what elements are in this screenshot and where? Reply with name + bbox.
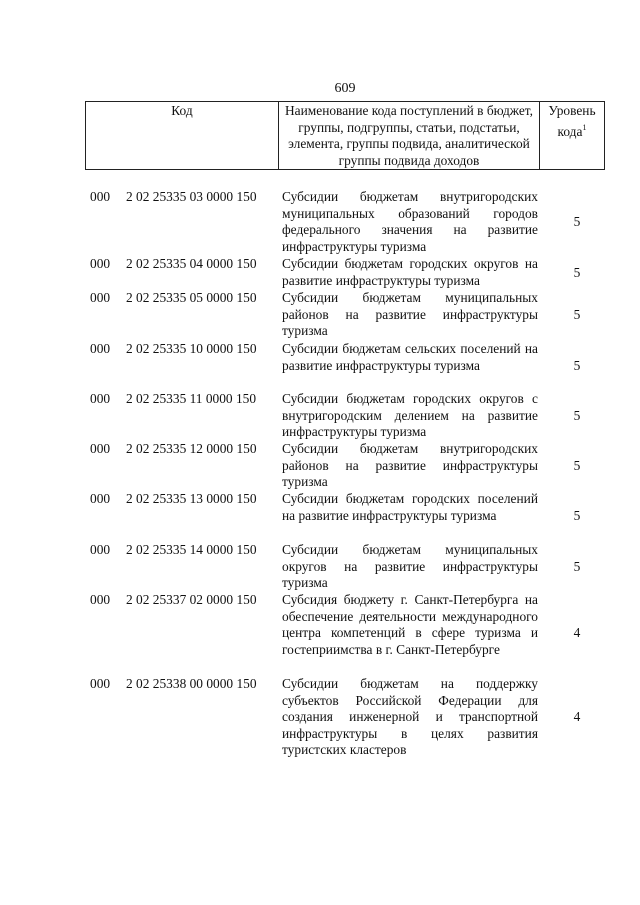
row-name: Субсидия бюджету г. Санкт-Петербурга на обеспечение деятельности международного центра компетенций в сфере туризма и гостеприимства в г. Санкт-Петербурге xyxy=(282,592,538,657)
row-name: Субсидии бюджетам городских округов с внутригородским делением на развитие инфраструктуры туризма xyxy=(282,391,538,439)
row-code: 2 02 25335 12 0000 150 xyxy=(126,441,257,456)
row-name: Субсидии бюджетам внутригородских районов на развитие инфраструктуры туризма xyxy=(282,441,538,489)
header-code-cell xyxy=(86,102,279,170)
row-level: 5 xyxy=(573,508,581,523)
row-prefix: 000 xyxy=(90,189,111,204)
row-level: 5 xyxy=(573,559,581,574)
header-level-cell xyxy=(540,102,605,170)
row-code: 2 02 25335 10 0000 150 xyxy=(126,341,257,356)
row-prefix: 000 xyxy=(90,256,111,271)
row-code: 2 02 25335 11 0000 150 xyxy=(126,391,257,406)
header-code: Код xyxy=(171,103,193,118)
header-level-footnote: 1 xyxy=(582,122,587,132)
row-prefix: 000 xyxy=(90,491,111,506)
row-prefix: 000 xyxy=(90,391,111,406)
row-level: 4 xyxy=(573,625,581,640)
row-code: 2 02 25335 13 0000 150 xyxy=(126,491,257,506)
row-name: Субсидии бюджетам на поддержку субъектов Российской Федерации для создания инженерной и транспортной инфраструктуры в целях развития туристских кластеров xyxy=(282,676,538,757)
row-level: 4 xyxy=(573,709,581,724)
row-code: 2 02 25338 00 0000 150 xyxy=(126,676,257,691)
table-header xyxy=(85,101,605,170)
header-name-cell xyxy=(279,102,540,170)
row-level: 5 xyxy=(573,458,581,473)
header-name: Наименование кода поступлений в бюджет, группы, подгруппы, статьи, подстатьи, элемента, группы подвида, аналитической группы подвида доходов xyxy=(285,103,533,168)
row-code: 2 02 25335 05 0000 150 xyxy=(126,290,257,305)
header-level-wrap xyxy=(540,102,604,140)
row-prefix: 000 xyxy=(90,341,111,356)
row-prefix: 000 xyxy=(90,592,111,607)
row-name: Субсидии бюджетам внутригородских муниципальных образований городов федерального значения на развитие инфраструктуры туризма xyxy=(282,189,538,254)
row-prefix: 000 xyxy=(90,290,111,305)
row-prefix: 000 xyxy=(90,441,111,456)
row-name: Субсидии бюджетам сельских поселений на развитие инфраструктуры туризма xyxy=(282,341,538,373)
row-code: 2 02 25335 03 0000 150 xyxy=(126,189,257,204)
row-prefix: 000 xyxy=(90,542,111,557)
row-level: 5 xyxy=(573,214,581,229)
row-level: 5 xyxy=(573,307,581,322)
row-code: 2 02 25335 14 0000 150 xyxy=(126,542,257,557)
row-name: Субсидии бюджетам муниципальных районов на развитие инфраструктуры туризма xyxy=(282,290,538,338)
row-level: 5 xyxy=(573,265,581,280)
row-level: 5 xyxy=(573,358,581,373)
row-code: 2 02 25337 02 0000 150 xyxy=(126,592,257,607)
row-prefix: 000 xyxy=(90,676,111,691)
row-code: 2 02 25335 04 0000 150 xyxy=(126,256,257,271)
row-name: Субсидии бюджетам городских округов на развитие инфраструктуры туризма xyxy=(282,256,538,288)
row-name: Субсидии бюджетам муниципальных округов на развитие инфраструктуры туризма xyxy=(282,542,538,590)
page-number: 609 xyxy=(334,81,356,96)
row-level: 5 xyxy=(573,408,581,423)
row-name: Субсидии бюджетам городских поселений на развитие инфраструктуры туризма xyxy=(282,491,538,523)
header-level: Уровень кода xyxy=(548,103,596,139)
